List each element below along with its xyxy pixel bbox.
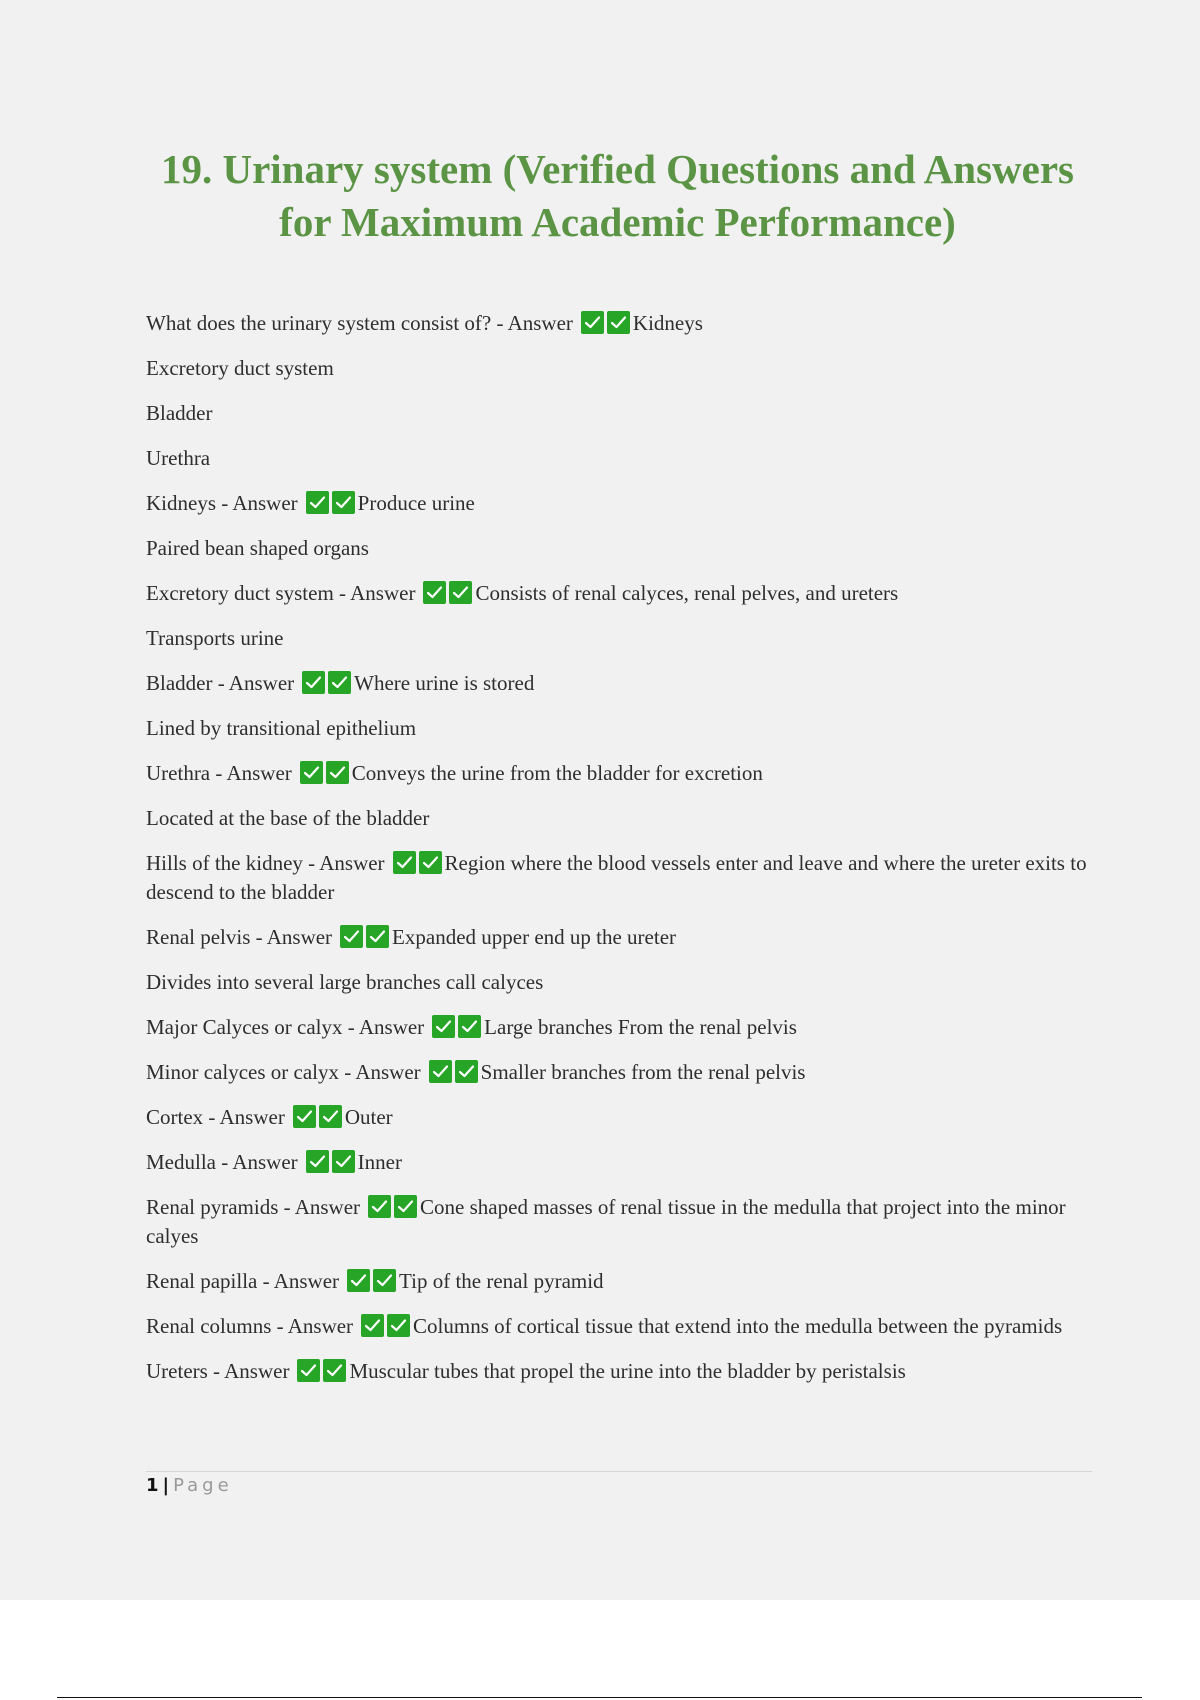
check-mark-box-icon [302, 671, 325, 694]
answer-text: Conveys the urine from the bladder for excretion [351, 761, 763, 785]
check-mark-box-icon [449, 581, 472, 604]
answer-text: Produce urine [357, 491, 475, 515]
check-mark-box-icon [458, 1015, 481, 1038]
check-mark-box-icon [419, 851, 442, 874]
answer-marker [423, 581, 475, 605]
answer-marker [297, 1359, 349, 1383]
answer-text: Consists of renal calyces, renal pelves, and ureters [475, 581, 899, 605]
question-text: Renal columns - Answer [146, 1314, 354, 1338]
answer-marker [347, 1269, 399, 1293]
answer-marker [361, 1314, 413, 1338]
qa-line [146, 579, 1106, 608]
check-mark-box-icon [347, 1269, 370, 1292]
check-mark-box-icon [393, 851, 416, 874]
qa-line [146, 1267, 1106, 1296]
check-mark-box-icon [297, 1359, 320, 1382]
answer-text: Columns of cortical tissue that extend into the medulla between the pyramids [413, 1314, 1063, 1338]
qa-line [146, 1058, 1106, 1087]
continuation-line: Urethra [146, 446, 211, 470]
check-mark-box-icon [432, 1015, 455, 1038]
answer-text: Outer [344, 1105, 393, 1129]
qa-line [146, 923, 1106, 952]
continuation-line: Paired bean shaped organs [146, 536, 369, 560]
check-mark-box-icon [323, 1359, 346, 1382]
check-mark-box-icon [368, 1195, 391, 1218]
question-text: Renal papilla - Answer [146, 1269, 340, 1293]
question-text: Medulla - Answer [146, 1150, 298, 1174]
check-mark-box-icon [429, 1060, 452, 1083]
qa-line [146, 849, 1106, 907]
check-mark-box-icon [306, 1150, 329, 1173]
qa-line [146, 1013, 1106, 1042]
check-mark-box-icon [332, 491, 355, 514]
question-text: What does the urinary system consist of? - Answer [146, 311, 573, 335]
question-text: Renal pyramids - Answer [146, 1195, 361, 1219]
check-mark-box-icon [306, 491, 329, 514]
page-footer [146, 1474, 233, 1498]
check-mark-box-icon [300, 761, 323, 784]
answer-marker [302, 671, 354, 695]
answer-text: Muscular tubes that propel the urine into the bladder by peristalsis [349, 1359, 906, 1383]
check-mark-box-icon [607, 311, 630, 334]
page-label: Page [173, 1475, 233, 1496]
check-mark-box-icon [366, 925, 389, 948]
check-mark-box-icon [423, 581, 446, 604]
answer-text: Large branches From the renal pelvis [484, 1015, 797, 1039]
check-mark-box-icon [373, 1269, 396, 1292]
answer-text: Tip of the renal pyramid [399, 1269, 604, 1293]
qa-line [146, 1148, 1106, 1177]
qa-line [146, 1357, 1106, 1386]
answer-marker [293, 1105, 345, 1129]
question-text: Hills of the kidney - Answer [146, 851, 385, 875]
answer-marker [432, 1015, 484, 1039]
continuation-line: Transports urine [146, 626, 284, 650]
qa-content [146, 309, 1106, 1402]
question-text: Excretory duct system - Answer [146, 581, 416, 605]
check-mark-box-icon [326, 761, 349, 784]
continuation-line: Lined by transitional epithelium [146, 716, 417, 740]
qa-line [146, 759, 1106, 788]
check-mark-box-icon [293, 1105, 316, 1128]
continuation-line: Excretory duct system [146, 356, 334, 380]
question-text: Renal pelvis - Answer [146, 925, 333, 949]
page-number: 1 [146, 1475, 159, 1496]
footer-separator: | [162, 1475, 170, 1496]
qa-line [146, 669, 1106, 698]
answer-text: Expanded upper end up the ureter [392, 925, 677, 949]
answer-text: Smaller branches from the renal pelvis [480, 1060, 806, 1084]
qa-line [146, 1103, 1106, 1132]
answer-text: Where urine is stored [354, 671, 535, 695]
document-title: 19. Urinary system (Verified Questions and Answers for Maximum Academic Performance) [160, 146, 1074, 245]
question-text: Kidneys - Answer [146, 491, 298, 515]
answer-marker [306, 491, 358, 515]
answer-marker [368, 1195, 420, 1219]
check-mark-box-icon [361, 1314, 384, 1337]
answer-marker [581, 311, 633, 335]
check-mark-box-icon [332, 1150, 355, 1173]
answer-marker [429, 1060, 481, 1084]
check-mark-box-icon [328, 671, 351, 694]
question-text: Minor calyces or calyx - Answer [146, 1060, 421, 1084]
question-text: Cortex - Answer [146, 1105, 285, 1129]
check-mark-box-icon [387, 1314, 410, 1337]
check-mark-box-icon [581, 311, 604, 334]
qa-line [146, 1193, 1106, 1251]
answer-marker [340, 925, 392, 949]
check-mark-box-icon [455, 1060, 478, 1083]
qa-line [146, 1312, 1106, 1341]
qa-line [146, 309, 1106, 338]
qa-line [146, 489, 1106, 518]
check-mark-box-icon [319, 1105, 342, 1128]
next-page-edge [57, 1697, 1142, 1698]
check-mark-box-icon [394, 1195, 417, 1218]
answer-text: Kidneys [632, 311, 703, 335]
question-text: Bladder - Answer [146, 671, 295, 695]
answer-text: Region where the blood vessels enter and leave and where the ureter exits to descend to the bladder [146, 851, 1087, 904]
check-mark-box-icon [340, 925, 363, 948]
answer-text: Inner [357, 1150, 402, 1174]
footer-divider [146, 1471, 1092, 1472]
question-text: Ureters - Answer [146, 1359, 290, 1383]
continuation-line: Located at the base of the bladder [146, 806, 430, 830]
question-text: Urethra - Answer [146, 761, 292, 785]
answer-marker [300, 761, 352, 785]
answer-text: Cone shaped masses of renal tissue in the medulla that project into the minor calyes [146, 1195, 1066, 1248]
question-text: Major Calyces or calyx - Answer [146, 1015, 425, 1039]
answer-marker [306, 1150, 358, 1174]
continuation-line: Bladder [146, 401, 213, 425]
continuation-line: Divides into several large branches call calyces [146, 970, 544, 994]
answer-marker [393, 851, 445, 875]
